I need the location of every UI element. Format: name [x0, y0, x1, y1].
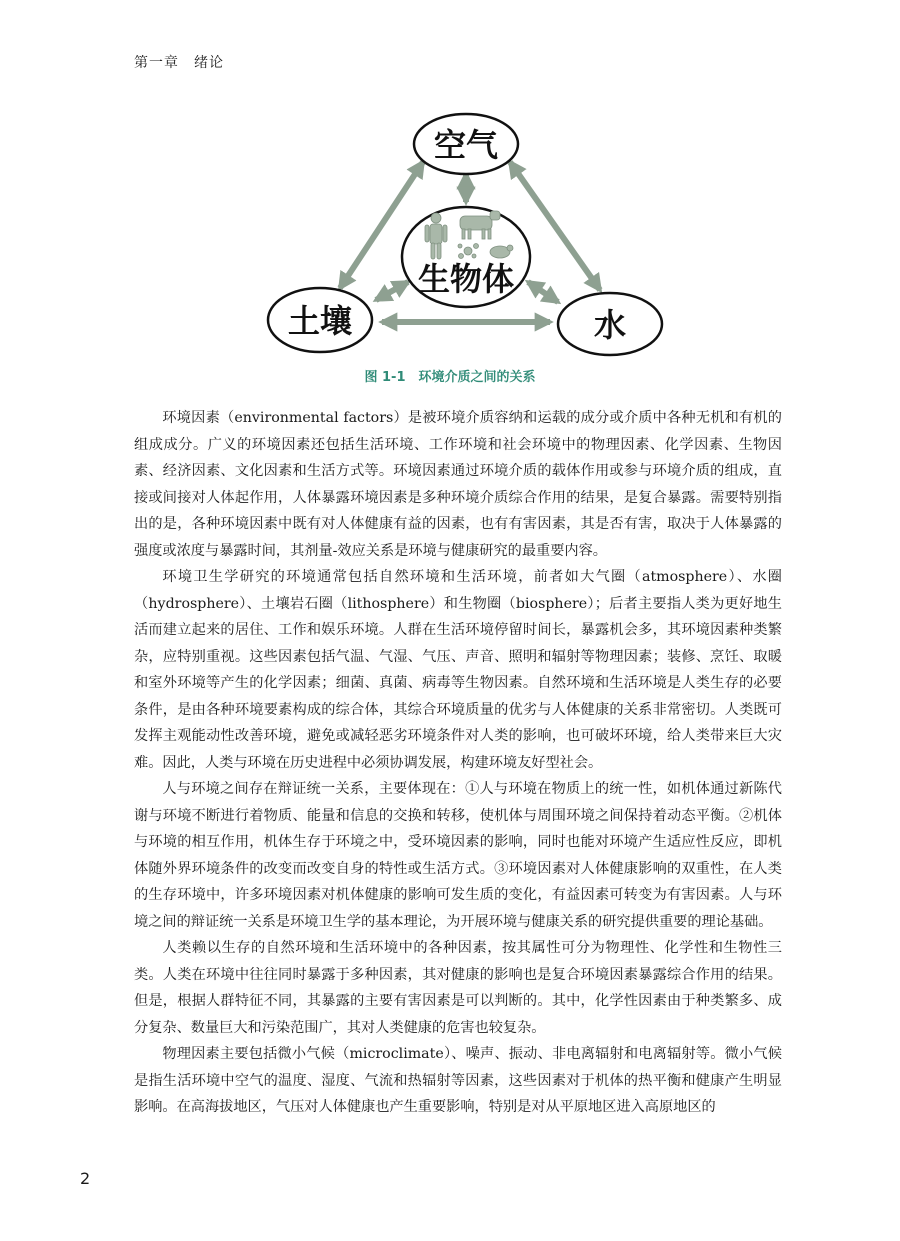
running-header: 第一章 绪论 — [134, 55, 224, 71]
paragraph: 物理因素主要包括微小气候（microclimate）、噪声、振动、非电离辐射和电离辐射等。微小气候是指生活环境中空气的温度、湿度、气流和热辐射等因素，这些因素对于机体的热平衡和健康产生明显影响。在高海拔地区，气压对人体健康也产生重要影响，特别是对从平原地区进入高原地区的 — [134, 1046, 782, 1115]
body-text — [134, 405, 782, 1121]
label-organism: 生物体 — [417, 260, 515, 298]
arrow-organism-water — [528, 282, 558, 302]
label-water: 水 — [593, 306, 627, 344]
paragraph: 环境卫生学研究的环境通常包括自然环境和生活环境，前者如大气圈（atmosphere）、水圈（hydrosphere）、土壤岩石圈（lithosphere）和生物圈（biosphere）；后者主要指人类为更好地生活而建立起来的居住、工作和娱乐环境。人群在生活环境停留时间长，暴露机会多，其环境因素种类繁杂，应特别重视。这些因素包括气温、气湿、气压、声音、照明和辐射等物理因素；装修、烹饪、取暖和室外环境等产生的化学因素；细菌、真菌、病毒等生物因素。自然环境和生活环境是人类生存的必要条件，是由各种环境要素构成的综合体，其综合环境质量的优劣与人体健康的关系非常密切。人类既可发挥主观能动性改善环境，避免或减轻恶劣环境条件对人类的影响，也可破坏环境，给人类带来巨大灾难。因此，人类与环境在历史进程中必须协调发展，构建环境友好型社会。 — [134, 569, 782, 771]
paragraph: 人类赖以生存的自然环境和生活环境中的各种因素，按其属性可分为物理性、化学性和生物性三类。人类在环境中往往同时暴露于多种因素，其对健康的影响也是复合环境因素暴露综合作用的结果。但是，根据人群特征不同，其暴露的主要有害因素是可以判断的。其中，化学性因素由于种类繁多、成分复杂、数量巨大和污染范围广，其对人类健康的危害也较复杂。 — [134, 940, 782, 1036]
arrow-organism-soil — [376, 282, 408, 300]
paragraph: 环境因素（environmental factors）是被环境介质容纳和运载的成分或介质中各种无机和有机的组成成分。广义的环境因素还包括生活环境、工作环境和社会环境中的物理因素、化学因素、生物因素、经济因素、文化因素和生活方式等。环境因素通过环境介质的载体作用或参与环境介质的组成，直接或间接对人体起作用，人体暴露环境因素是多种环境介质综合作用的结果，是复合暴露。需要特别指出的是，各种环境因素中既有对人体健康有益的因素，也有有害因素，其是否有害，取决于人体暴露的强度或浓度与暴露时间，其剂量-效应关系是环境与健康研究的最重要内容。 — [134, 410, 782, 559]
page-number: 2 — [80, 1169, 91, 1188]
label-soil: 土壤 — [287, 302, 353, 340]
label-air: 空气 — [433, 126, 499, 164]
figure-caption: 图 1-1 环境介质之间的关系 — [364, 370, 536, 385]
environment-media-diagram — [260, 110, 670, 365]
paragraph: 人与环境之间存在辩证统一关系，主要体现在：①人与环境在物质上的统一性，如机体通过新陈代谢与环境不断进行着物质、能量和信息的交换和转移，使机体与周围环境之间保持着动态平衡。②机体与环境的相互作用，机体生存于环境之中，受环境因素的影响，同时也能对环境产生适应性反应，即机体随外界环境条件的改变而改变自身的特性或生活方式。③环境因素对人体健康影响的双重性，在人类的生存环境中，许多环境因素对机体健康的影响可发生质的变化，有益因素可转变为有害因素。人与环境之间的辩证统一关系是环境卫生学的基本理论，为开展环境与健康关系的研究提供重要的理论基础。 — [134, 781, 782, 930]
